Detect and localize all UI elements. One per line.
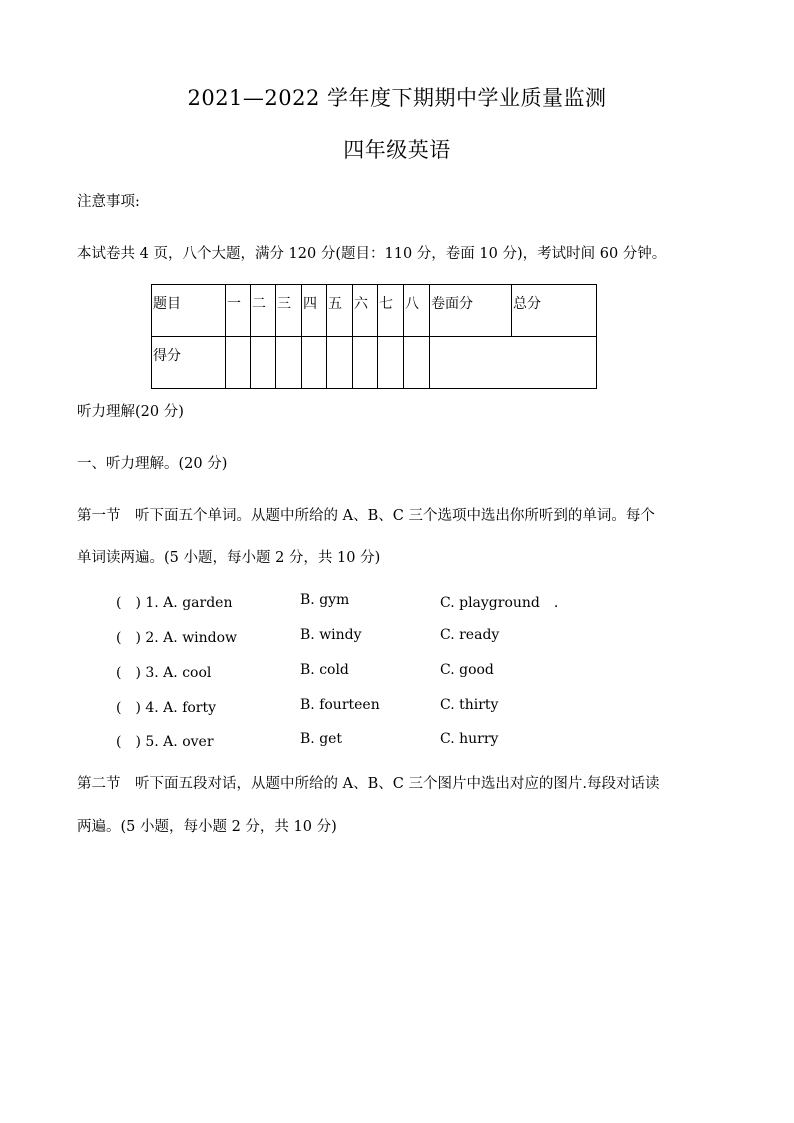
score-input-cell[interactable] xyxy=(353,337,378,389)
score-input-cell[interactable] xyxy=(404,337,430,389)
question-4-b: B. fourteen xyxy=(300,697,380,713)
score-input-cell[interactable] xyxy=(327,337,353,389)
score-input-cell[interactable] xyxy=(276,337,302,389)
question-2-c: C. ready xyxy=(440,627,500,643)
score-table-header-row xyxy=(152,285,597,337)
exam-title: 2021—2022 学年度下期期中学业质量监测 xyxy=(187,86,607,110)
part2-instruction-line2: 两遍。(5 小题，每小题 2 分，共 10 分) xyxy=(77,819,337,835)
table-cell: 七 xyxy=(378,285,404,337)
table-cell: 三 xyxy=(276,285,302,337)
score-table xyxy=(151,284,597,389)
part1-heading: 一、听力理解。(20 分) xyxy=(77,456,228,472)
table-cell: 六 xyxy=(353,285,378,337)
question-3-a: ( ) 3. A. cool xyxy=(116,665,212,681)
question-5-c: C. hurry xyxy=(440,731,499,747)
score-table-score-row xyxy=(152,337,597,389)
notice-heading: 注意事项: xyxy=(77,194,140,210)
table-cell: 一 xyxy=(226,285,251,337)
table-cell: 四 xyxy=(302,285,327,337)
question-3-c: C. good xyxy=(440,662,494,678)
question-4-a: ( ) 4. A. forty xyxy=(116,700,217,716)
table-cell: 总分 xyxy=(512,285,597,337)
section-listening: 听力理解(20 分) xyxy=(77,404,184,420)
table-cell: 题目 xyxy=(152,285,226,337)
score-input-cell[interactable] xyxy=(251,337,276,389)
table-cell: 卷面分 xyxy=(430,285,512,337)
question-3-b: B. cold xyxy=(300,662,349,678)
notice-text: 本试卷共 4 页，八个大题，满分 120 分(题目：110 分，卷面 10 分)，考试时间 60 分钟。 xyxy=(77,246,667,262)
table-cell: 五 xyxy=(327,285,353,337)
table-cell: 二 xyxy=(251,285,276,337)
question-5-a: ( ) 5. A. over xyxy=(116,734,214,750)
question-1-a: ( ) 1. A. garden xyxy=(116,595,233,611)
table-cell: 八 xyxy=(404,285,430,337)
part1-instruction-line2: 单词读两遍。(5 小题，每小题 2 分，共 10 分) xyxy=(77,550,381,566)
question-2-b: B. windy xyxy=(300,627,362,643)
question-1-b: B. gym xyxy=(300,592,350,608)
score-input-cell[interactable] xyxy=(430,337,597,389)
table-cell: 得分 xyxy=(152,337,226,389)
question-2-a: ( ) 2. A. window xyxy=(116,630,238,646)
score-input-cell[interactable] xyxy=(302,337,327,389)
score-input-cell[interactable] xyxy=(226,337,251,389)
question-1-c: C. playground . xyxy=(440,595,559,611)
question-4-c: C. thirty xyxy=(440,697,499,713)
score-input-cell[interactable] xyxy=(378,337,404,389)
part1-instruction-line1: 第一节 听下面五个单词。从题中所给的 A、B、C 三个选项中选出你所听到的单词。每个 xyxy=(77,508,655,524)
question-5-b: B. get xyxy=(300,731,343,747)
exam-subtitle: 四年级英语 xyxy=(343,138,451,162)
part2-instruction-line1: 第二节 听下面五段对话，从题中所给的 A、B、C 三个图片中选出对应的图片.每段对话读 xyxy=(77,776,660,792)
